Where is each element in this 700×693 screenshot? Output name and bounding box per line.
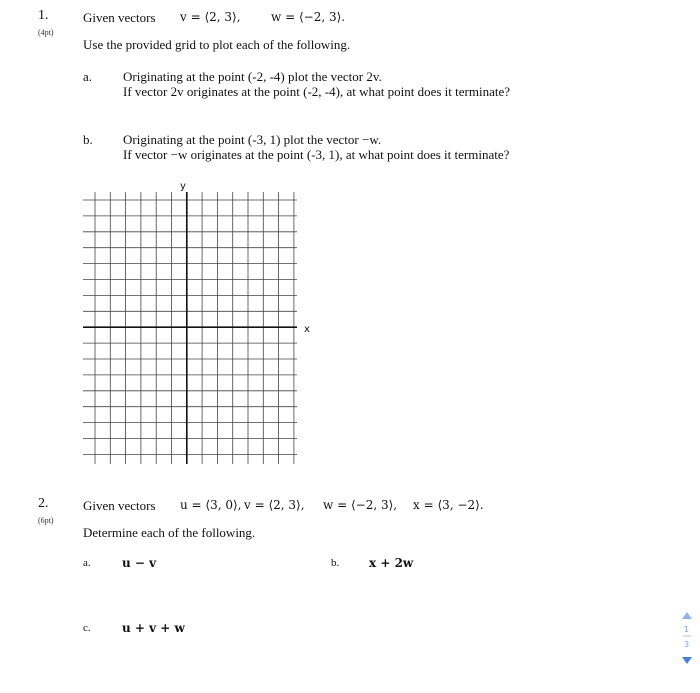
q2-v-definition: v = ⟨2, 3⟩, bbox=[244, 498, 305, 512]
q2-number: 2. bbox=[38, 496, 49, 511]
current-page-number: 1 bbox=[684, 625, 690, 634]
q1-part-b-line2: If vector −w originates at the point (-3, 1), at what point does it terminate? bbox=[123, 147, 510, 162]
q1-part-b-letter: b. bbox=[83, 132, 93, 147]
page-down-arrow-icon[interactable] bbox=[682, 657, 692, 664]
q1-part-b-line1: Originating at the point (-3, 1) plot the vector −w. bbox=[123, 132, 382, 147]
q1-w-definition: w = ⟨−2, 3⟩. bbox=[271, 10, 346, 24]
x-axis-label: x bbox=[304, 324, 310, 335]
total-page-number: 3 bbox=[684, 640, 690, 649]
q2-part-b-expression: x + 2w bbox=[369, 556, 414, 570]
q2-part-c-letter: c. bbox=[83, 622, 91, 634]
page-navigator[interactable] bbox=[680, 608, 694, 668]
q2-given-label: Given vectors bbox=[83, 498, 156, 513]
page-nav-graphic bbox=[680, 608, 694, 668]
q1-given-label: Given vectors bbox=[83, 10, 156, 25]
q1-part-a-letter: a. bbox=[83, 69, 93, 84]
q1-v-definition: v = ⟨2, 3⟩, bbox=[180, 10, 241, 24]
q1-points: (4pt) bbox=[38, 28, 54, 37]
q1-part-a-line1: Originating at the point (-2, -4) plot the vector 2v. bbox=[123, 69, 382, 84]
q1-number: 1. bbox=[38, 8, 49, 23]
page-up-arrow-icon[interactable] bbox=[682, 612, 692, 619]
q2-part-b-letter: b. bbox=[331, 557, 340, 569]
q2-part-a-expression: u − v bbox=[122, 556, 157, 570]
y-axis-label: y bbox=[180, 181, 186, 192]
q1-part-a-line2: If vector 2v originates at the point (-2, -4), at what point does it terminate? bbox=[123, 84, 510, 99]
q2-part-c-expression: u + v + w bbox=[122, 621, 185, 635]
q1-instruction: Use the provided grid to plot each of the following. bbox=[83, 37, 351, 52]
q2-points: (6pt) bbox=[38, 516, 54, 525]
q2-x-definition: x = ⟨3, −2⟩. bbox=[413, 498, 484, 512]
q2-u-definition: u = ⟨3, 0⟩, bbox=[180, 498, 242, 512]
q2-instruction: Determine each of the following. bbox=[83, 525, 256, 540]
q2-w-definition: w = ⟨−2, 3⟩, bbox=[323, 498, 398, 512]
q2-part-a-letter: a. bbox=[83, 557, 91, 569]
